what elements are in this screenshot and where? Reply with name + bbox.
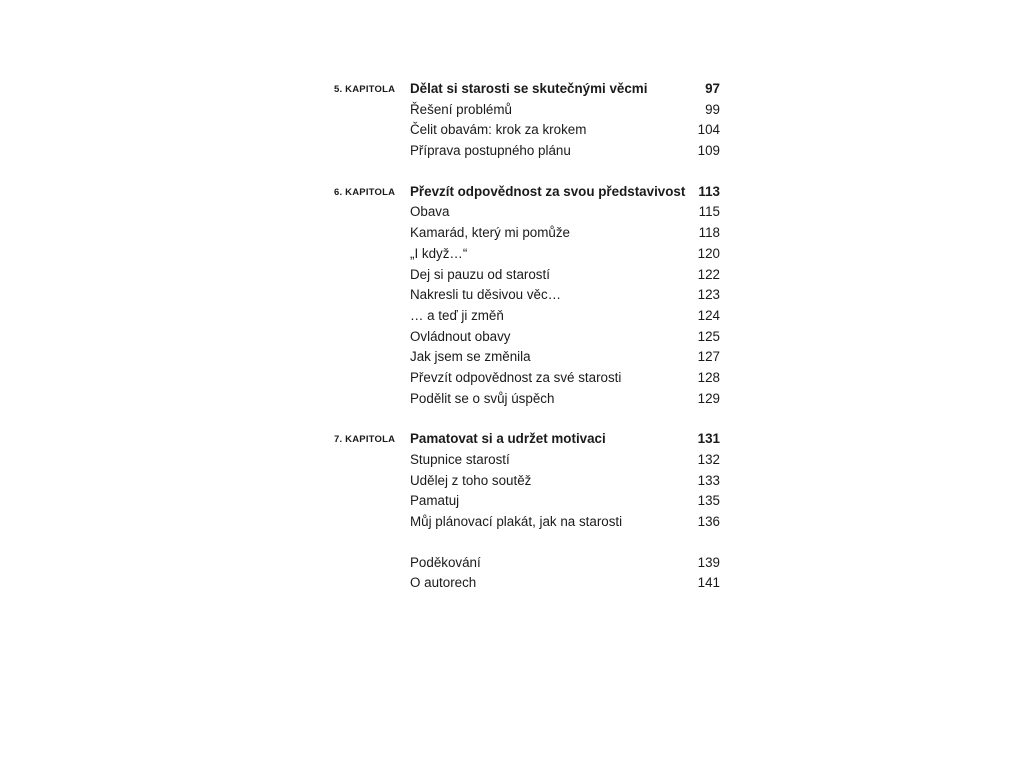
page-number: 125 <box>697 328 720 344</box>
entry-title: Čelit obavám: krok za krokem <box>410 122 587 138</box>
toc-entry[interactable] <box>334 553 722 574</box>
page-number: 128 <box>697 369 720 385</box>
chapter-title: Dělat si starosti se skutečnými věcmi <box>410 81 648 96</box>
page-number: 118 <box>698 225 720 241</box>
toc-entry[interactable] <box>334 306 722 327</box>
entry-title: Obava <box>410 204 450 220</box>
page-number: 123 <box>697 287 720 303</box>
chapter-heading[interactable] <box>334 182 722 203</box>
toc-entry[interactable] <box>334 223 722 244</box>
toc-entry[interactable] <box>334 327 722 348</box>
toc-entry[interactable] <box>334 491 722 512</box>
page-number: 131 <box>697 431 720 447</box>
page-number: 115 <box>698 204 720 220</box>
entry-title: … a teď ji změň <box>410 307 504 323</box>
entry-title: Kamarád, který mi pomůže <box>410 225 571 241</box>
chapter-heading[interactable] <box>334 79 722 100</box>
entry-title: Udělej z toho soutěž <box>410 472 532 488</box>
toc-entry[interactable] <box>334 368 722 389</box>
entry-title: Ovládnout obavy <box>410 328 511 344</box>
entry-title: Příprava postupného plánu <box>410 143 571 159</box>
chapter-5 <box>334 79 722 162</box>
toc-entry[interactable] <box>334 285 722 306</box>
chapter-title: Převzít odpovědnost za svou představivost <box>410 183 686 199</box>
entry-title: „I když…“ <box>410 245 468 261</box>
chapter-label: 7. KAPITOLA <box>334 434 396 446</box>
toc-entry[interactable] <box>334 244 722 265</box>
page-number: 109 <box>697 143 720 159</box>
chapter-label: 6. KAPITOLA <box>334 186 396 198</box>
back-matter <box>334 553 722 594</box>
toc-entry[interactable] <box>334 512 722 533</box>
entry-title: Poděkování <box>410 554 481 570</box>
page-number: 124 <box>697 307 720 323</box>
toc-entry[interactable] <box>334 471 722 492</box>
toc-entry[interactable] <box>334 100 722 121</box>
page-number: 97 <box>705 81 720 96</box>
chapter-6 <box>334 182 722 410</box>
page-number: 113 <box>698 183 720 199</box>
entry-title: Převzít odpovědnost za své starosti <box>410 369 622 385</box>
page-number: 135 <box>697 493 720 509</box>
entry-title: Dej si pauzu od starostí <box>410 266 550 282</box>
chapter-label: 5. KAPITOLA <box>334 84 396 95</box>
page-number: 104 <box>697 122 720 138</box>
page-number: 133 <box>697 472 720 488</box>
chapter-heading[interactable] <box>334 429 722 450</box>
entry-title: Řešení problémů <box>410 101 512 117</box>
chapter-7 <box>334 429 722 532</box>
chapter-title: Pamatovat si a udržet motivaci <box>410 431 606 447</box>
page-number: 120 <box>697 245 720 261</box>
page-number: 141 <box>697 575 720 591</box>
page-number: 129 <box>697 390 720 406</box>
toc-entry[interactable] <box>334 141 722 162</box>
toc-entry[interactable] <box>334 202 722 223</box>
page-number: 136 <box>697 514 720 530</box>
toc-entry[interactable] <box>334 573 722 594</box>
page-number: 132 <box>697 452 720 467</box>
toc-entry[interactable] <box>334 347 722 368</box>
toc-entry[interactable] <box>334 389 722 410</box>
page-number: 127 <box>697 349 720 365</box>
page-number: 139 <box>697 554 720 570</box>
entry-title: Stupnice starostí <box>410 452 510 467</box>
entry-title: Podělit se o svůj úspěch <box>410 390 555 406</box>
entry-title: Jak jsem se změnila <box>410 349 531 365</box>
page-number: 122 <box>697 266 720 282</box>
entry-title: O autorech <box>410 575 477 591</box>
table-of-contents <box>334 79 722 594</box>
entry-title: Pamatuj <box>410 493 460 509</box>
page-number: 99 <box>705 101 720 117</box>
toc-entry[interactable] <box>334 450 722 471</box>
toc-entry[interactable] <box>334 120 722 141</box>
entry-title: Nakresli tu děsivou věc… <box>410 287 562 303</box>
entry-title: Můj plánovací plakát, jak na starosti <box>410 514 623 530</box>
toc-entry[interactable] <box>334 265 722 286</box>
